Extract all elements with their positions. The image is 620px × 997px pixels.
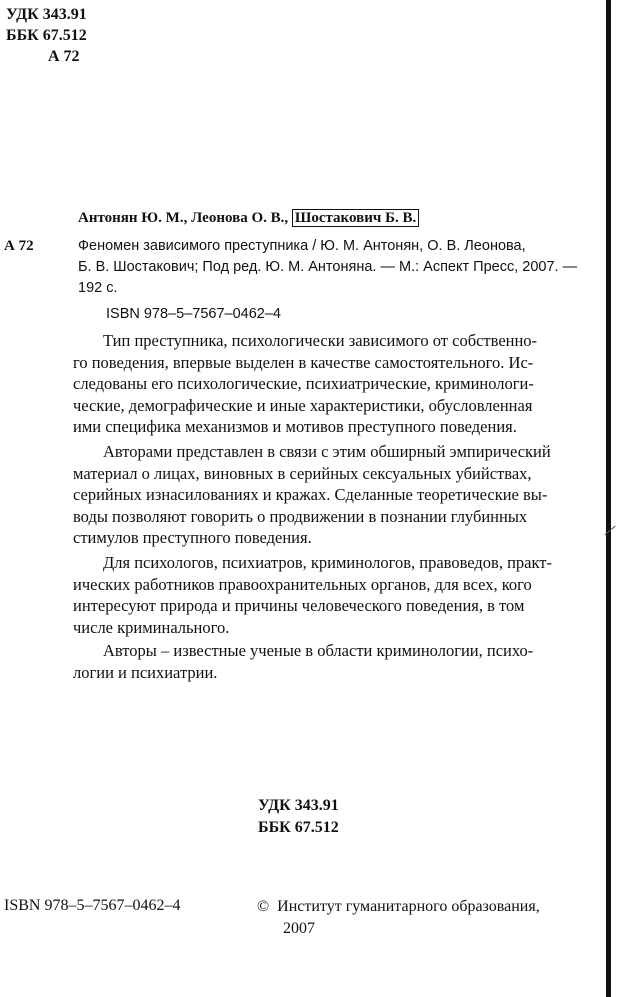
text-line: логии и психиатрии. bbox=[73, 662, 218, 682]
bbk-code-footer: ББК 67.512 bbox=[258, 819, 339, 836]
abstract-paragraph-1 bbox=[73, 330, 583, 438]
copyright-year: 2007 bbox=[283, 920, 315, 937]
isbn-footer: ISBN 978–5–7567–0462–4 bbox=[4, 897, 181, 914]
authors-line bbox=[78, 208, 419, 228]
text-line: материал о лицах, виновных в серийных сексуальных убийствах, bbox=[73, 463, 532, 483]
bbk-code: ББК 67.512 bbox=[6, 27, 87, 44]
text-line: ими специфика механизмов и мотивов преступного поведения. bbox=[73, 417, 517, 436]
udk-code-footer: УДК 343.91 bbox=[258, 797, 339, 814]
text-line: Авторы – известные ученые в области криминологии, психо- bbox=[103, 641, 534, 660]
udk-code: УДК 343.91 bbox=[6, 6, 87, 23]
author-mark: А 72 bbox=[48, 48, 80, 65]
text-line: Тип преступника, психологически зависимого от собственно- bbox=[103, 331, 538, 350]
copyright-holder: Институт гуманитарного образования, bbox=[277, 898, 540, 915]
header-codes bbox=[6, 4, 87, 67]
text-line: следованы его психологические, психиатрические, криминологи- bbox=[73, 374, 534, 393]
abstract-paragraph-4 bbox=[73, 640, 583, 683]
abstract-paragraph-3 bbox=[73, 552, 583, 638]
abstract-paragraph-2 bbox=[73, 441, 583, 549]
biblio-line: 192 с. bbox=[78, 280, 118, 296]
text-line: ческие, демографические и иные характеристики, обусловленная bbox=[73, 395, 533, 415]
text-line: Авторами представлен в связи с этим обширный эмпирический bbox=[103, 442, 551, 461]
authors-main: Антонян Ю. М., Леонова О. В., bbox=[78, 210, 289, 226]
catalog-mark: А 72 bbox=[4, 238, 34, 254]
copyright-symbol: © bbox=[257, 898, 270, 915]
text-line: го поведения, впервые выделен в качестве самостоятельного. Ис- bbox=[73, 352, 534, 372]
isbn-top: ISBN 978–5–7567–0462–4 bbox=[106, 306, 281, 322]
biblio-line: Б. В. Шостакович; Под ред. Ю. М. Антоняна. — М.: Аспект Пресс, 2007. — bbox=[78, 259, 578, 275]
copyright bbox=[257, 896, 540, 940]
text-line: числе криминального. bbox=[73, 617, 230, 637]
text-line: серийных изнасилованиях и кражах. Сделанные теоретические вы- bbox=[73, 485, 548, 504]
text-line: ических работников правоохранительных органов, для всех, кого bbox=[73, 574, 532, 594]
bibliographic-description bbox=[78, 236, 586, 299]
author-boxed: Шостакович Б. В. bbox=[292, 209, 419, 227]
page-edge-line bbox=[606, 0, 611, 997]
biblio-line: Феномен зависимого преступника / Ю. М. Антонян, О. В. Леонова, bbox=[78, 238, 526, 254]
text-line: стимулов преступного поведения. bbox=[73, 528, 312, 547]
text-line: интересуют природа и причины человеческого поведения, в том bbox=[73, 596, 525, 615]
text-line: Для психологов, психиатров, криминологов, правоведов, практ- bbox=[103, 553, 552, 572]
footer-codes bbox=[258, 795, 339, 839]
copyright-line bbox=[257, 896, 540, 918]
text-line: воды позволяют говорить о продвижении в познании глубинных bbox=[73, 506, 528, 526]
